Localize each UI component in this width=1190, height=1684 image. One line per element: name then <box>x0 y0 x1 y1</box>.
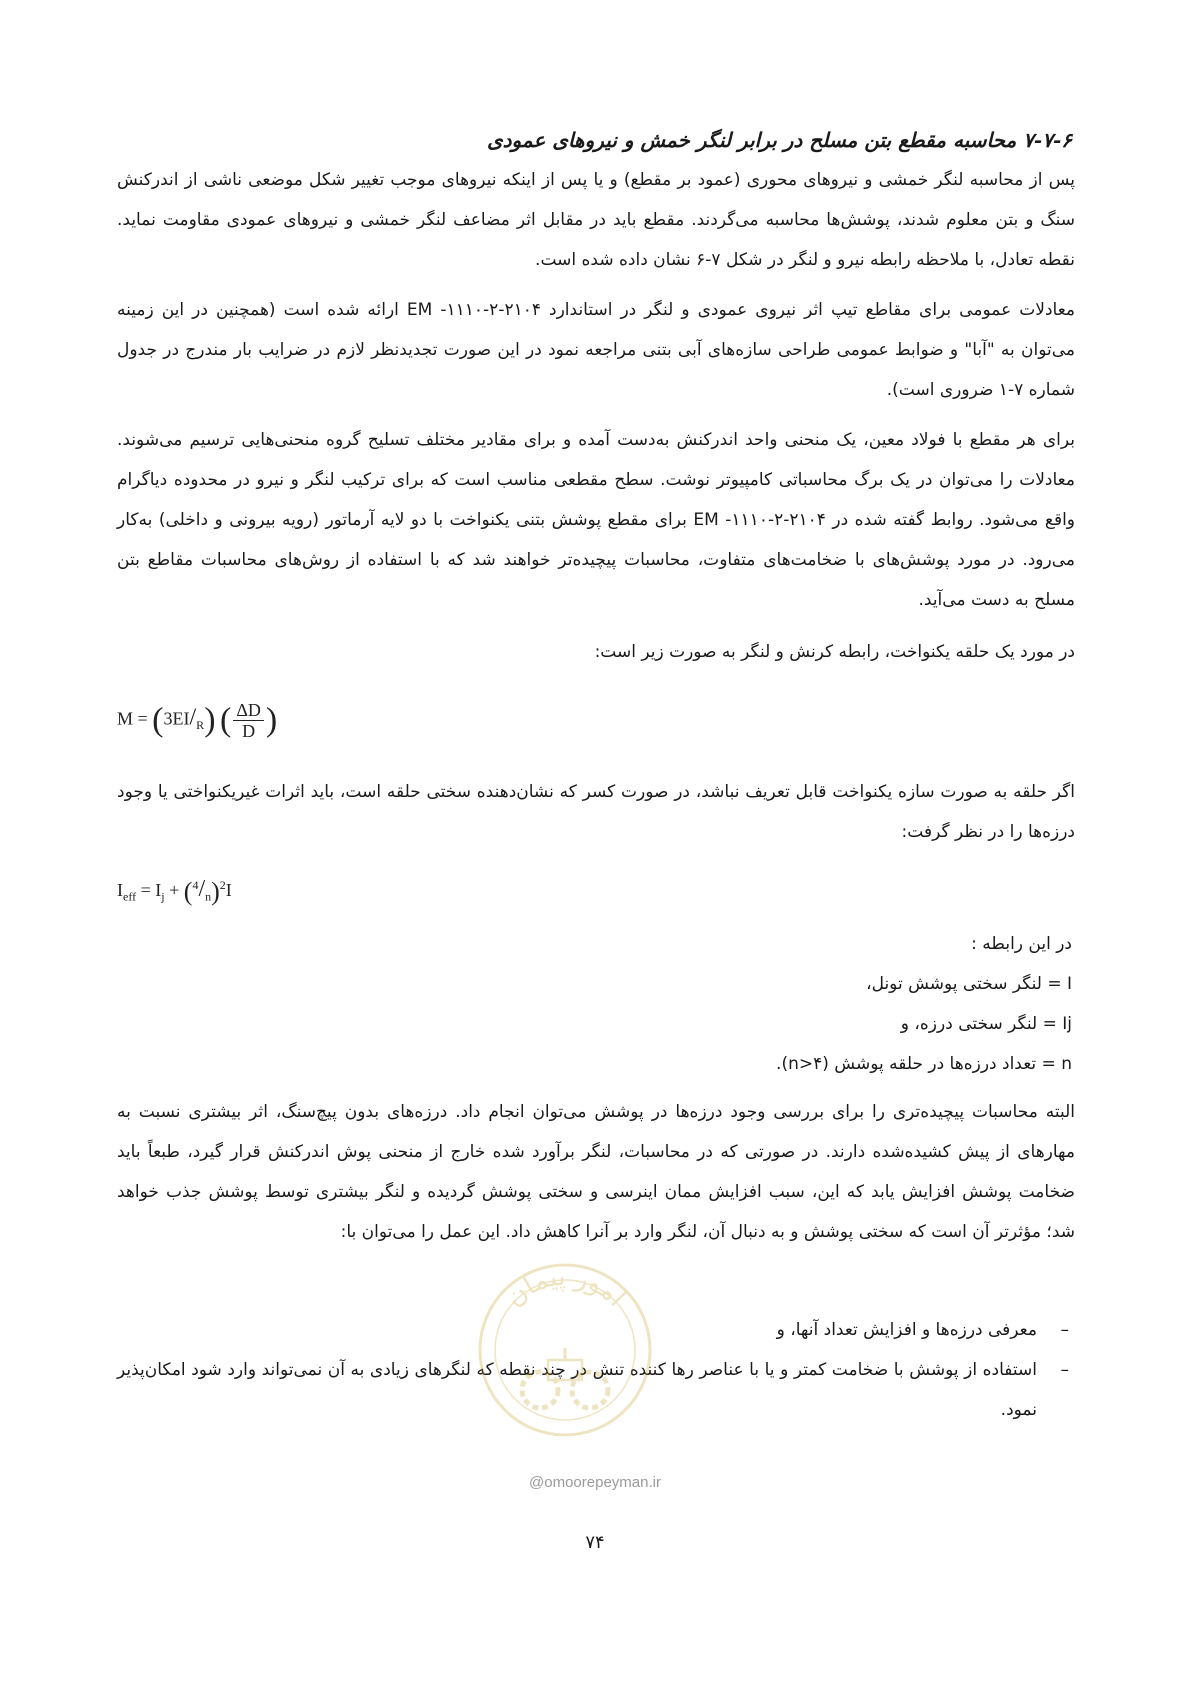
bullet-dash: – <box>1060 1320 1069 1340</box>
svg-text:امور پیمان <box>500 1262 632 1313</box>
watermark-logo <box>470 1230 660 1470</box>
formula-ieff-equals: = <box>140 880 151 900</box>
paragraph-4: در مورد یک حلقه یکنواخت، رابطه کرنش و لنگر به صورت زیر است: <box>594 642 1075 662</box>
definition-ij: Ij = لنگر سختی درزه، و <box>900 1014 1072 1034</box>
watermark-url: @omoorepeyman.ir <box>529 1474 661 1491</box>
definitions-list <box>776 924 1072 1084</box>
paragraph-6: البته محاسبات پیچیده‌تری را برای بررسی وجود درزه‌ها در پوشش می‌توان انجام داد. درزه‌های بدون پیچ‌سنگ، اثر بیشتری نسبت به مهارهای از پیش کشیده‌شده دارند. در صورتی که در محاسبات، لنگر برآورد شده خارج از منحنی پوش اندرکنش قرار گیرد، طبعاً باید ضخامت پوشش افزایش یابد که این، سبب افزایش ممان اینرسی و سختی پوشش گردیده و لنگر بیشتری توسط پوشش جذب خواهد شد؛ مؤثرتر آن است که سختی پوشش و به دنبال آن، لنگر وارد بر آنرا کاهش داد. این عمل را می‌توان با: <box>117 1102 1075 1242</box>
formula-moment-lhs: M <box>117 708 134 729</box>
definition-n: n = تعداد درزه‌ها در حلقه پوشش (n>۴). <box>776 1054 1072 1074</box>
definitions-intro: در این رابطه : <box>971 934 1072 954</box>
formula-ieff-t1: I <box>155 880 162 900</box>
page-number: ۷۴ <box>585 1532 605 1553</box>
paragraph-2: معادلات عمومی برای مقاطع تیپ اثر نیروی عمودی و لنگر در استاندارد ۲۱۰۴-۲-۱۱۱۰- EM ارائه شده است (همچنین در این زمینه می‌توان به "آبا" و ضوابط عمومی طراحی سازه‌های آبی بتنی مراجعه نمود در این صورت تجدیدنظر لازم در ضرایب بار مندرج در جدول شماره ۷-۱ ضروری است). <box>117 300 1075 400</box>
formula-ieff-num: 4 <box>192 878 199 892</box>
formula-moment-den1: R <box>196 718 205 733</box>
paragraph-3: برای هر مقطع با فولاد معین، یک منحنی واحد اندرکنش به‌دست آمده و برای مقادیر مختلف تسلیح گروه منحنی‌هایی ترسیم می‌شوند. معادلات را می‌توان در یک برگ محاسباتی کامپیوتر نوشت. سطح مقطعی مناسب است که برای ترکیب لنگر و نیرو در محدوده دیاگرام واقع می‌شود. روابط گفته شده در ۲۱۰۴-۲-۱۱۱۰- EM برای مقطع پوشش بتنی یکنواخت با دو لایه آرماتور (رویه بیرونی و داخلی) به‌کار می‌رود. در مورد پوشش‌های با ضخامت‌های متفاوت، محاسبات پیچیده‌تر خواهند شد که با استفاده از روش‌های محاسبات مقاطع بتن مسلح به دست می‌آید. <box>117 430 1075 610</box>
bullet-dash: – <box>1060 1360 1069 1380</box>
bullet-text-1: معرفی درزه‌ها و افزایش تعداد آنها، و <box>776 1320 1037 1340</box>
formula-ieff-exp: 2 <box>219 878 226 892</box>
formula-ieff-lhs-sub: eff <box>123 889 137 904</box>
formula-ieff-lhs: I <box>117 880 123 900</box>
formula-moment-den2: D <box>242 721 256 741</box>
formula-moment-equals: = <box>137 708 148 729</box>
paragraph-1: پس از محاسبه لنگر خمشی و نیروهای محوری (عمود بر مقطع) و یا پس از اینکه نیروهای موجب تغییر شکل موضعی ناشی از اندرکنش سنگ و بتن معلوم شدند، پوشش‌ها محاسبه می‌گردند. مقطع باید در مقابل اثر مضاعف لنگر خمشی و نیروهای عمودی مقاومت نماید. نقطه تعادل، با ملاحظه رابطه نیرو و لنگر در شکل ۷-۶ نشان داده شده است. <box>117 170 1075 270</box>
formula-moment-num1: 3EI <box>163 708 190 729</box>
formula-ieff-t1-sub: j <box>161 889 165 904</box>
formula-ieff-den: n <box>205 889 212 904</box>
watermark-text: امور پیمان <box>499 1261 632 1313</box>
formula-moment-num2: ΔD <box>233 700 264 721</box>
formula-ieff-tail: I <box>225 880 232 900</box>
bullet-text-2: استفاده از پوشش با ضخامت کمتر و یا با عناصر رها کننده تنش در چند نقطه که لنگرهای زیادی به آن نمی‌تواند وارد شود امکان‌پذیر نمود. <box>117 1360 1037 1420</box>
formula-ieff-plus: + <box>169 880 180 900</box>
formula-effective-stiffness: $I_{eff} = I_j + (^4/_n)^2I$ <box>117 876 232 906</box>
formula-moment: $M = (3EI/_R)$ ( $\frac{\Delta D}{D}$ ) <box>117 700 278 741</box>
formula-moment-fraction <box>233 700 264 741</box>
definition-i: I = لنگر سختی پوشش تونل، <box>866 974 1072 994</box>
section-heading: ۷-۷-۶ محاسبه مقطع بتن مسلح در برابر لنگر خمش و نیروهای عمودی <box>486 128 1072 152</box>
paragraph-5: اگر حلقه به صورت سازه یکنواخت قابل تعریف نباشد، در صورت کسر که نشان‌دهنده سختی حلقه است، باید اثرات غیریکنواختی یا وجود درزه‌ها را در نظر گرفت: <box>117 782 1075 842</box>
